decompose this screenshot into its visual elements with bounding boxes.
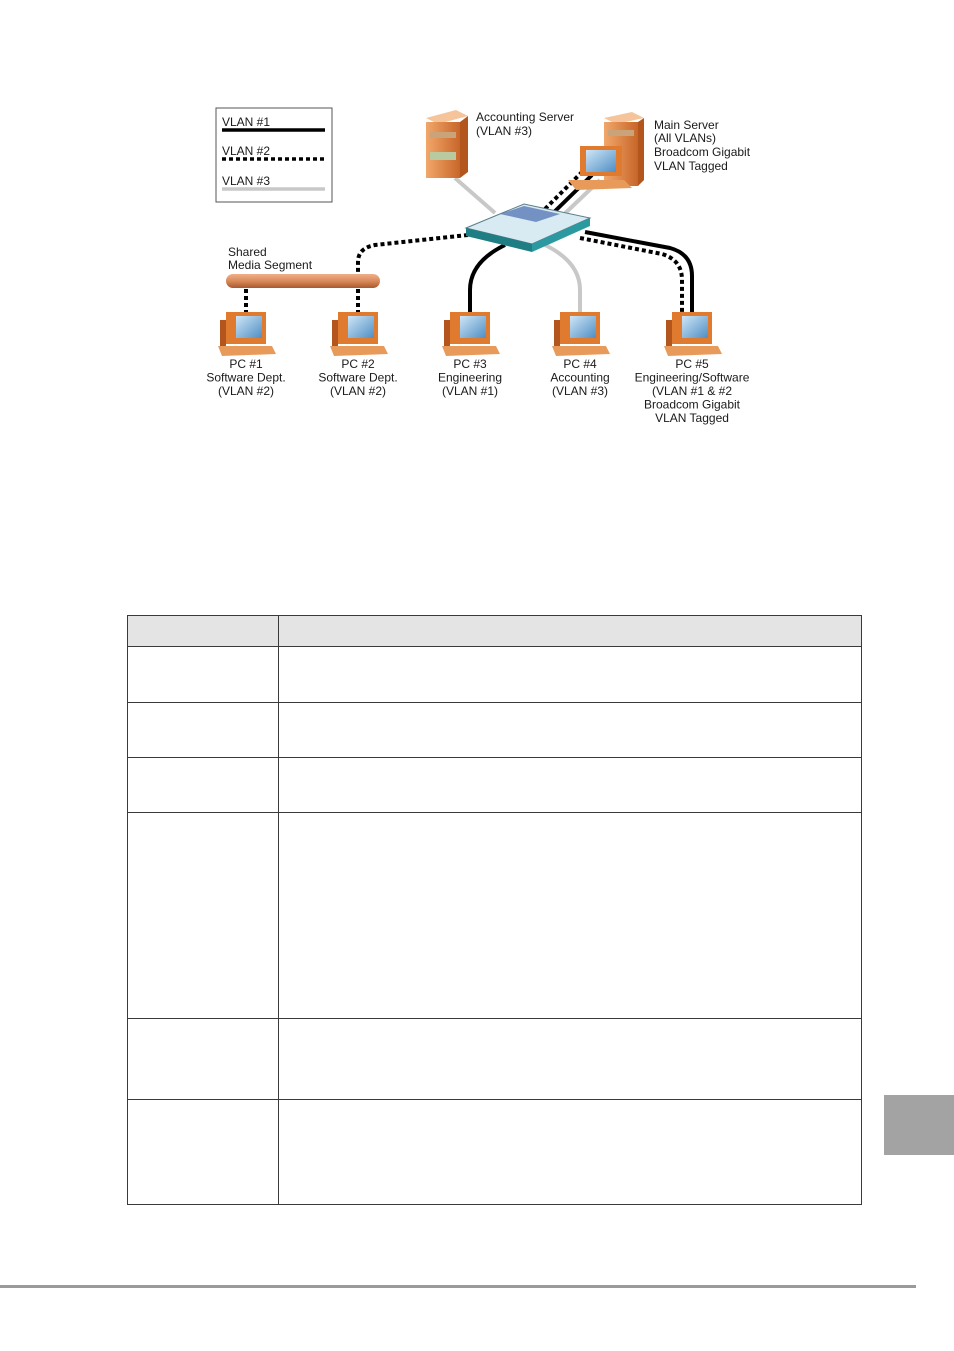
legend-label-vlan1: VLAN #1: [222, 115, 271, 129]
network-switch: [466, 204, 590, 252]
pc-label-line1: PC #5: [675, 357, 709, 371]
main-server-label-line1: Main Server: [654, 118, 719, 132]
accounting-server-label-line2: (VLAN #3): [476, 124, 533, 138]
vlan-network-diagram: [0, 0, 954, 440]
table-cell: [128, 703, 279, 758]
legend-label-vlan2: VLAN #2: [222, 144, 271, 158]
pc-label-line3: (VLAN #2): [329, 384, 387, 398]
shared-media-segment: [226, 245, 380, 288]
pc-base: [552, 346, 610, 356]
pc-label-line1: PC #4: [563, 357, 597, 371]
vlan-table: [127, 615, 862, 1205]
pc-label-line3: (VLAN #1 & #2: [651, 384, 733, 398]
pc-side: [666, 320, 672, 346]
footer-rule: [0, 1285, 916, 1288]
pc-label-line1: PC #1: [229, 357, 263, 371]
table-cell: [128, 758, 279, 813]
table-row: [128, 758, 862, 813]
pc-label-line1: PC #3: [453, 357, 487, 371]
pc-label-line3: (VLAN #2): [217, 384, 275, 398]
legend-label-vlan3: VLAN #3: [222, 174, 271, 188]
table-row: [128, 1019, 862, 1100]
table-row: [128, 703, 862, 758]
table-cell: [279, 1100, 862, 1205]
pc-screen: [348, 316, 374, 338]
pc-label-line4: Broadcom Gigabit: [643, 397, 741, 412]
pc-side: [220, 320, 226, 346]
pc-4: [550, 312, 610, 398]
table-header-cell: [128, 616, 279, 647]
table-row: [128, 1100, 862, 1205]
pc-2: [318, 312, 397, 398]
main-server-label-line4: VLAN Tagged: [654, 159, 728, 173]
accounting-server: [426, 110, 574, 178]
workstations: [206, 312, 749, 425]
pc-label-line2: Engineering/Software: [634, 370, 750, 385]
segment-bar: [226, 274, 380, 288]
main-server: [568, 112, 751, 190]
main-server-label-line3: Broadcom Gigabit: [654, 145, 751, 159]
table-row: [128, 647, 862, 703]
pc-label-line1: PC #2: [341, 357, 375, 371]
pc-label-line3: (VLAN #3): [551, 384, 609, 398]
link-pc3: [470, 245, 505, 312]
table-header-cell: [279, 616, 862, 647]
pc-base: [330, 346, 388, 356]
pc-label-line2: Software Dept.: [318, 370, 398, 385]
table-cell: [279, 758, 862, 813]
segment-label-line1: Shared: [228, 245, 267, 259]
link-pc4: [545, 245, 580, 312]
table-cell: [279, 703, 862, 758]
table-cell: [128, 1019, 279, 1100]
table-cell: [128, 1100, 279, 1205]
pc-base: [218, 346, 276, 356]
pc-label-line5: VLAN Tagged: [655, 411, 729, 425]
legend: [216, 108, 332, 202]
pc-3: [438, 312, 502, 398]
accounting-server-label-line1: Accounting Server: [476, 110, 575, 124]
link-accounting-server: [455, 178, 495, 213]
main-server-label-line2: (All VLANs): [654, 131, 717, 145]
link-shared-segment: [358, 235, 468, 276]
pc-side: [332, 320, 338, 346]
pc-1: [206, 312, 285, 398]
pc-label-line3: (VLAN #1): [441, 384, 499, 398]
chapter-tab: [884, 1095, 954, 1155]
table-header-row: [128, 616, 862, 647]
pc-screen: [460, 316, 486, 338]
table-cell: [279, 1019, 862, 1100]
pc-screen: [682, 316, 708, 338]
pc-side: [444, 320, 450, 346]
pc-screen: [570, 316, 596, 338]
pc-label-line2: Accounting: [550, 370, 610, 385]
table-cell: [279, 647, 862, 703]
pc-base: [664, 346, 722, 356]
pc-5: [635, 312, 750, 425]
pc-side: [554, 320, 560, 346]
table-row: [128, 813, 862, 1019]
pc-screen: [236, 316, 262, 338]
segment-label-line2: Media Segment: [228, 258, 313, 272]
pc-base: [442, 346, 500, 356]
pc-label-line2: Engineering: [437, 370, 503, 385]
pc-label-line2: Software Dept.: [206, 370, 286, 385]
table-cell: [128, 813, 279, 1019]
table-cell: [128, 647, 279, 703]
table-cell: [279, 813, 862, 1019]
